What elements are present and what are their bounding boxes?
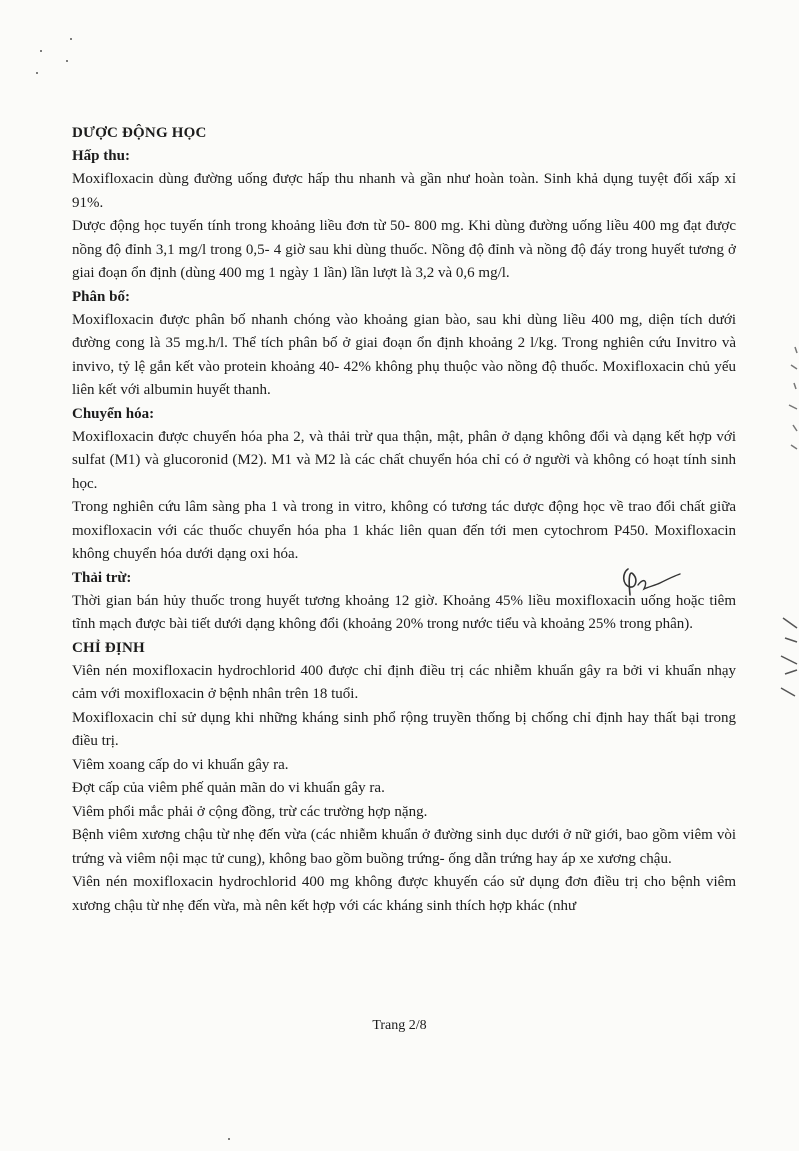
paragraph: Trong nghiên cứu lâm sàng pha 1 và trong in vitro, không có tương tác dược động học về trao đổi chất giữa moxifloxacin với các thuốc chuyển hóa pha 1 khác liên quan đến tới men cytochrom P450. Moxifloxacin không chuyển hóa dưới dạng oxi hóa.	[72, 499, 736, 562]
scan-speck	[70, 38, 72, 40]
scan-speck	[36, 72, 38, 74]
subsection-heading: Chuyển hóa:	[72, 405, 155, 422]
paragraph: Bệnh viêm xương chậu từ nhẹ đến vừa (các nhiễm khuẩn ở đường sinh dục dưới ở nữ giới, bao gồm viêm vòi trứng và viêm nội mạc tử cung), không bao gồm buồng trứng- ống dẫn trứng hay áp xe xương chậu.	[72, 827, 736, 867]
scan-speck	[66, 60, 68, 62]
paragraph: Viên nén moxifloxacin hydrochlorid 400 được chỉ định điều trị các nhiễm khuẩn gây ra bởi vi khuẩn nhạy cảm với moxifloxacin ở bệnh nhân trên 18 tuổi.	[72, 662, 736, 702]
handwritten-signature	[618, 565, 682, 601]
subsection-heading: Phân bố:	[72, 288, 130, 305]
edge-stamp-artifact	[777, 608, 799, 698]
subsection-heading: Hấp thu:	[72, 148, 130, 164]
paragraph: Viêm phổi mắc phải ở cộng đồng, trừ các trường hợp nặng.	[72, 803, 428, 820]
paragraph: Moxifloxacin dùng đường uống được hấp thu nhanh và gần như hoàn toàn. Sinh khả dụng tuyệt đối xấp xỉ 91%.	[72, 171, 736, 211]
section-heading: CHỈ ĐỊNH	[72, 639, 145, 656]
paragraph: Moxifloxacin được phân bố nhanh chóng vào khoảng gian bào, sau khi dùng liều 400 mg, diện tích dưới đường cong là 35 mg.h/l. Thể tích phân bố ở giai đoạn ổn định khoảng 2 l/kg. Trong nghiên cứu Invitro và invivo, tỷ lệ gắn kết vào protein khoảng 40- 42% không phụ thuộc vào nồng độ thuốc. Moxifloxacin chủ yếu liên kết với albumin huyết thanh.	[72, 311, 736, 398]
subsection-heading: Thải trừ:	[72, 569, 132, 586]
paragraph: Dược động học tuyến tính trong khoảng liều đơn từ 50- 800 mg. Khi dùng đường uống liều 400 mg đạt được nồng độ đỉnh 3,1 mg/l trong 0,5- 4 giờ sau khi dùng thuốc. Nồng độ đỉnh và nồng độ đáy trong huyết tương ở giai đoạn ổn định (dùng 400 mg 1 ngày 1 lần) lần lượt là 3,2 và 0,6 mg/l.	[72, 218, 736, 281]
section-heading: DƯỢC ĐỘNG HỌC	[72, 125, 207, 141]
paragraph: Viên nén moxifloxacin hydrochlorid 400 mg không được khuyến cáo sử dụng đơn điều trị cho bệnh viêm xương chậu từ nhẹ đến vừa, mà nên kết hợp với các kháng sinh thích hợp khác (như	[72, 874, 736, 914]
paragraph: Viêm xoang cấp do vi khuẩn gây ra.	[72, 756, 289, 773]
scan-speck	[40, 50, 42, 52]
paragraph: Moxifloxacin chỉ sử dụng khi những kháng sinh phổ rộng truyền thống bị chống chỉ định hay thất bại trong điều trị.	[72, 709, 736, 749]
scan-speck	[228, 1138, 230, 1140]
paragraph: Đợt cấp của viêm phế quản mãn do vi khuẩn gây ra.	[72, 780, 385, 796]
document-body	[72, 122, 736, 918]
edge-stamp-artifact	[777, 345, 799, 465]
paragraph: Thời gian bán hủy thuốc trong huyết tương khoảng 12 giờ. Khoảng 45% liều moxifloxacin uống hoặc tiêm tĩnh mạch được bài tiết dưới dạng không đổi (khoảng 20% trong nước tiểu và khoảng 25% trong phân).	[72, 592, 736, 632]
page-number: Trang 2/8	[372, 1018, 427, 1033]
paragraph: Moxifloxacin được chuyển hóa pha 2, và thải trừ qua thận, mật, phân ở dạng không đổi và dạng kết hợp với sulfat (M1) và glucoronid (M2). M1 và M2 là các chất chuyển hóa chỉ có ở người và không có hoạt tính sinh học.	[72, 428, 736, 492]
